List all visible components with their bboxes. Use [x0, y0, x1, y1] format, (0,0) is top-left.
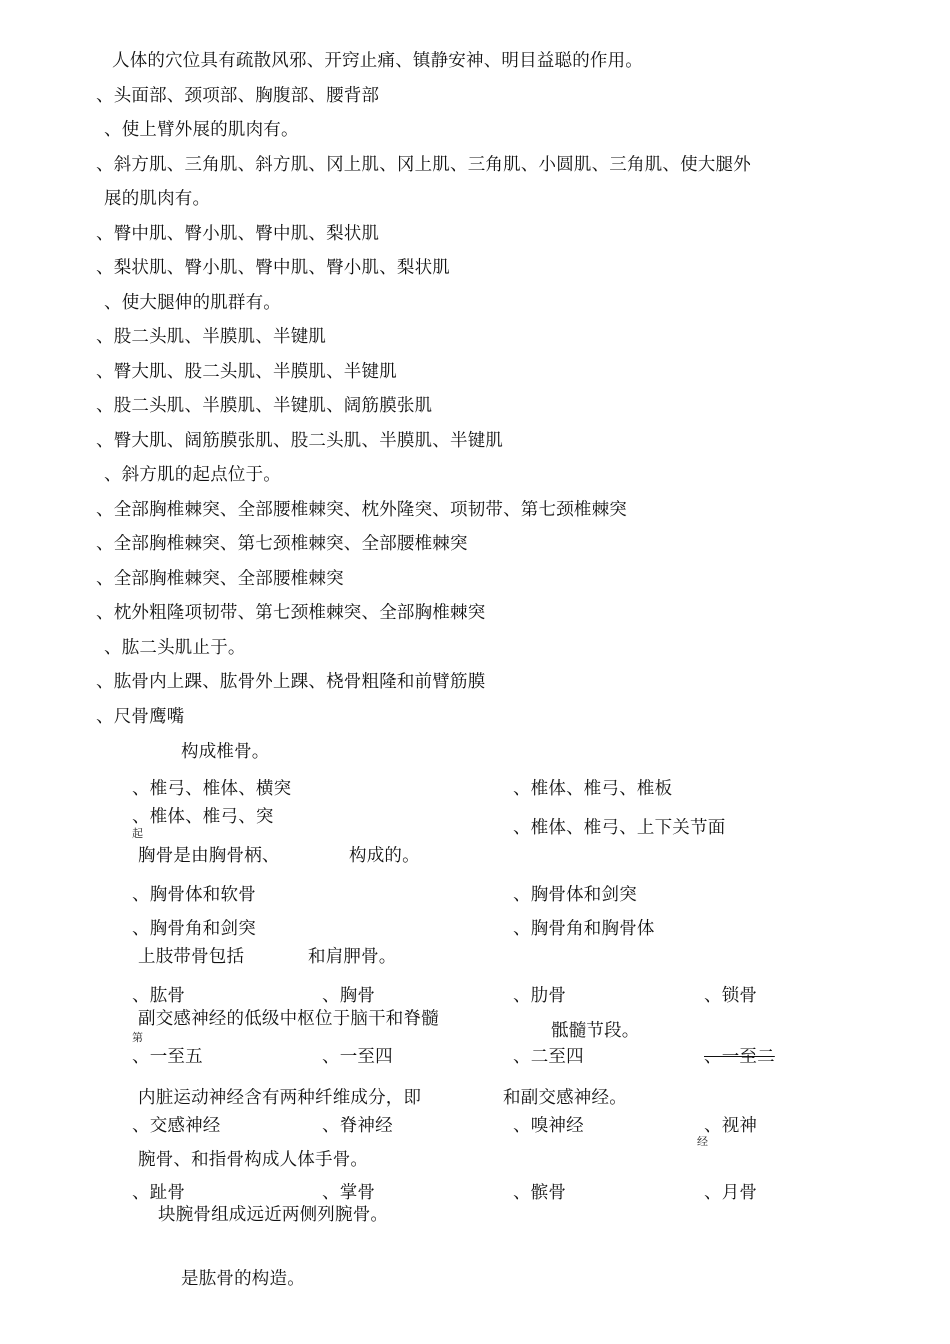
- option-d: 、胸骨角和胸骨体: [513, 919, 655, 939]
- option-a: 、一至五: [132, 1047, 203, 1067]
- text-line: 展的肌肉有。: [104, 189, 211, 209]
- cut-off-text: 第: [132, 1031, 143, 1044]
- option-b: 、胸骨: [322, 986, 376, 1006]
- question-stem: 胸骨是由胸骨柄、: [138, 846, 280, 866]
- text-line: 、肱二头肌止于。: [104, 638, 246, 658]
- question-stem: 是肱骨的构造。: [181, 1269, 305, 1289]
- option-a: 、肱骨: [132, 986, 186, 1006]
- option-b: 、椎体、椎弓、椎板: [513, 779, 673, 799]
- question-stem: 内脏运动神经含有两种纤维成分，即: [138, 1088, 422, 1108]
- question-stem-tail: 骶髓节段。: [551, 1021, 640, 1041]
- text-line: 、臀大肌、阔筋膜张肌、股二头肌、半膜肌、半键肌: [96, 431, 504, 451]
- text-line: 、斜方肌、三角肌、斜方肌、冈上肌、冈上肌、三角肌、小圆肌、三角肌、使大腿外: [96, 155, 751, 175]
- option-b: 、脊神经: [322, 1116, 393, 1136]
- option-b: 、掌骨: [322, 1183, 376, 1203]
- question-stem-tail: 构成的。: [349, 846, 420, 866]
- option-d: 、椎体、椎弓、上下关节面: [513, 818, 726, 838]
- option-c: 、二至四: [513, 1047, 584, 1067]
- text-line: 、尺骨鹰嘴: [96, 707, 185, 727]
- question-stem: 副交感神经的低级中枢位于脑干和脊髓: [138, 1009, 439, 1029]
- option-a: 、交感神经: [132, 1116, 221, 1136]
- text-line: 、使上臂外展的肌肉有。: [104, 120, 299, 140]
- text-line: 、肱骨内上踝、肱骨外上踝、桡骨粗隆和前臂筋膜: [96, 672, 486, 692]
- text-line: 、全部胸椎棘突、全部腰椎棘突: [96, 569, 344, 589]
- text-line: 、使大腿伸的肌群有。: [104, 293, 281, 313]
- text-line: 人体的穴位具有疏散风邪、开窍止痛、镇静安神、明目益聪的作用。: [112, 51, 643, 71]
- text-line: 、头面部、颈项部、胸腹部、腰背部: [96, 86, 380, 106]
- option-b: 、胸骨体和剑突: [513, 885, 637, 905]
- option-c: 、嗅神经: [513, 1116, 584, 1136]
- option-d: 、视神: [704, 1116, 758, 1136]
- question-stem-tail: 和副交感神经。: [503, 1088, 627, 1108]
- option-b: 、一至四: [322, 1047, 393, 1067]
- text-line: 、梨状肌、臀小肌、臀中肌、臀小肌、梨状肌: [96, 258, 450, 278]
- text-line: 、臀中肌、臀小肌、臀中肌、梨状肌: [96, 224, 380, 244]
- cut-off-text: 经: [697, 1135, 708, 1148]
- option-c: 、椎体、椎弓、突: [132, 807, 274, 827]
- question-stem: 腕骨、和指骨构成人体手骨。: [138, 1150, 369, 1170]
- question-stem: 构成椎骨。: [181, 742, 270, 762]
- option-d: 、一至二: [704, 1047, 775, 1067]
- option-c: 、髌骨: [513, 1183, 567, 1203]
- question-stem: 上肢带骨包括: [138, 947, 245, 967]
- option-a: 、胸骨体和软骨: [132, 885, 256, 905]
- text-line: 、股二头肌、半膜肌、半键肌、阔筋膜张肌: [96, 396, 433, 416]
- question-stem: 块腕骨组成远近两侧列腕骨。: [158, 1205, 389, 1225]
- text-line: 、全部胸椎棘突、第七颈椎棘突、全部腰椎棘突: [96, 534, 468, 554]
- cut-off-text: 起: [132, 827, 143, 840]
- option-a: 、趾骨: [132, 1183, 186, 1203]
- text-line: 、股二头肌、半膜肌、半键肌: [96, 327, 327, 347]
- option-d: 、锁骨: [704, 986, 758, 1006]
- question-stem-tail: 和肩胛骨。: [308, 947, 397, 967]
- text-line: 、全部胸椎棘突、全部腰椎棘突、枕外隆突、项韧带、第七颈椎棘突: [96, 500, 627, 520]
- text-line: 、臀大肌、股二头肌、半膜肌、半键肌: [96, 362, 397, 382]
- text-line: 、枕外粗隆项韧带、第七颈椎棘突、全部胸椎棘突: [96, 603, 486, 623]
- option-a: 、椎弓、椎体、横突: [132, 779, 292, 799]
- text-line: 、斜方肌的起点位于。: [104, 465, 281, 485]
- option-c: 、胸骨角和剑突: [132, 919, 256, 939]
- option-c: 、肋骨: [513, 986, 567, 1006]
- option-d: 、月骨: [704, 1183, 758, 1203]
